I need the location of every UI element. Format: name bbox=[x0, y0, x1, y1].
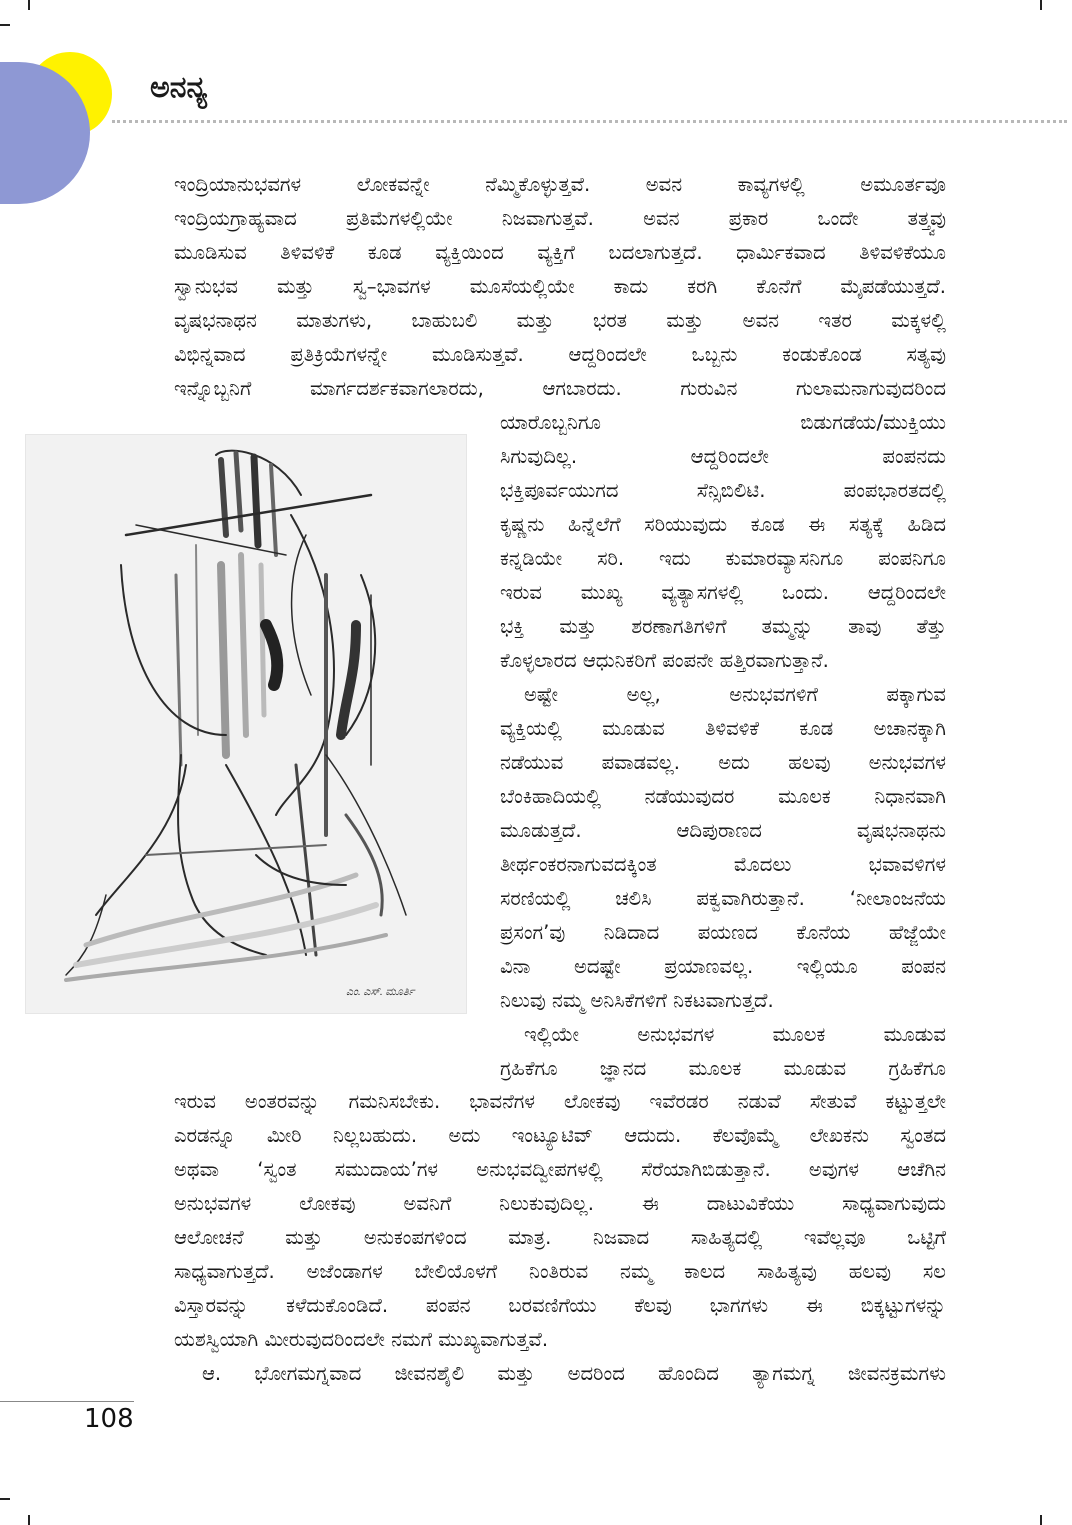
text-line: ಸರಣಿಯಲ್ಲಿ ಚಲಿಸಿ ಪಕ್ವವಾಗಿರುತ್ತಾನೆ. ‘ನೀಲಾಂಜನೆಯ bbox=[500, 887, 946, 910]
text-line: ಇರುವ ಮುಖ್ಯ ವ್ಯತ್ಯಾಸಗಳಲ್ಲಿ ಒಂದು. ಆದ್ದರಿಂದಲೇ bbox=[500, 581, 946, 604]
crop-mark bbox=[0, 24, 10, 26]
text-line: ಅನುಭವಗಳ ಲೋಕವು ಅವನಿಗೆ ನಿಲುಕುವುದಿಲ್ಲ. ಈ ದಾಟುವಿಕೆಯು ಸಾಧ್ಯವಾಗುವುದು bbox=[174, 1192, 946, 1215]
text-line: ವಿಸ್ತಾರವನ್ನು ಕಳೆದುಕೊಂಡಿದೆ. ಪಂಪನ ಬರವಣಿಗೆಯು ಕೆಲವು ಭಾಗಗಳು ಈ ಬಿಕ್ಕಟ್ಟುಗಳನ್ನು bbox=[174, 1294, 946, 1317]
text-line: ನಿಲುವು ನಮ್ಮ ಅನಿಸಿಕೆಗಳಿಗೆ ನಿಕಟವಾಗುತ್ತದೆ. bbox=[500, 989, 774, 1012]
header-dotted-rule bbox=[112, 120, 1067, 123]
text-line: ಬೆಂಕಿಹಾದಿಯಲ್ಲಿ ನಡೆಯುವುದರ ಮೂಲಕ ನಿಧಾನವಾಗಿ bbox=[500, 785, 946, 808]
text-line: ಎರಡನ್ನೂ ಮೀರಿ ನಿಲ್ಲಬಹುದು. ಅದು ಇಂಟ್ಯೂಟಿವ್ ಆದುದು. ಕೆಲವೊಮ್ಮೆ ಲೇಖಕನು ಸ್ವಂತದ bbox=[174, 1124, 946, 1147]
text-line: ಸಾಧ್ಯವಾಗುತ್ತದೆ. ಅಜೆಂಡಾಗಳ ಬೇಲಿಯೊಳಗೆ ನಿಂತಿರುವ ನಮ್ಮ ಕಾಲದ ಸಾಹಿತ್ಯವು ಹಲವು ಸಲ bbox=[174, 1260, 946, 1283]
text-line: ತೀರ್ಥಂಕರನಾಗುವದಕ್ಕಿಂತ ಮೊದಲು ಭವಾವಳಿಗಳ bbox=[500, 853, 946, 876]
page-number: 108 bbox=[84, 1404, 134, 1434]
text-line: ಮೂಡುತ್ತದೆ. ಆದಿಪುರಾಣದ ವೃಷಭನಾಥನು bbox=[500, 819, 946, 842]
text-line: ಇನ್ನೊಬ್ಬನಿಗೆ ಮಾರ್ಗದರ್ಶಕವಾಗಲಾರದು, ಆಗಬಾರದು. ಗುರುವಿನ ಗುಲಾಮನಾಗುವುದರಿಂದ bbox=[174, 377, 946, 400]
paragraph-side bbox=[500, 406, 946, 1086]
text-line: ವೃಷಭನಾಥನ ಮಾತುಗಳು, ಬಾಹುಬಲಿ ಮತ್ತು ಭರತ ಮತ್ತು ಅವನ ಇತರ ಮಕ್ಕಳಲ್ಲಿ bbox=[174, 309, 946, 332]
text-line: ಸ್ವಾನುಭವ ಮತ್ತು ಸ್ವ–ಭಾವಗಳ ಮೂಸೆಯಲ್ಲಿಯೇ ಕಾದು ಕರಗಿ ಕೊನೆಗೆ ಮೈಪಡೆಯುತ್ತದೆ. bbox=[174, 275, 946, 298]
text-line: ಭಕ್ತಿ ಮತ್ತು ಶರಣಾಗತಿಗಳಿಗೆ ತಮ್ಮನ್ನು ತಾವು ತೆತ್ತು bbox=[500, 615, 946, 638]
text-line: ಕೃಷ್ಣನು ಹಿನ್ನೆಲೆಗೆ ಸರಿಯುವುದು ಕೂಡ ಈ ಸತ್ಯಕ್ಕೆ ಹಿಡಿದ bbox=[500, 513, 946, 536]
text-line: ಭಕ್ತಿಪೂರ್ವಯುಗದ ಸೆನ್ಸಿಬಿಲಿಟಿ. ಪಂಪಭಾರತದಲ್ಲಿ bbox=[500, 479, 946, 502]
text-line: ಇರುವ ಅಂತರವನ್ನು ಗಮನಿಸಬೇಕು. ಭಾವನೆಗಳ ಲೋಕವು ಇವೆರಡರ ನಡುವೆ ಸೇತುವೆ ಕಟ್ಟುತ್ತಲೇ bbox=[174, 1090, 946, 1113]
text-line: ಇಲ್ಲಿಯೇ ಅನುಭವಗಳ ಮೂಲಕ ಮೂಡುವ bbox=[524, 1023, 946, 1046]
text-line: ಸಿಗುವುದಿಲ್ಲ. ಆದ್ದರಿಂದಲೇ ಪಂಪನದು bbox=[500, 445, 946, 468]
folio-rule bbox=[0, 1401, 134, 1402]
text-line: ಇಂದ್ರಿಯಗ್ರಾಹ್ಯವಾದ ಪ್ರತಿಮೆಗಳಲ್ಲಿಯೇ ನಿಜವಾಗುತ್ತವೆ. ಅವನ ಪ್ರಕಾರ ಒಂದೇ ತತ್ತ್ವವು bbox=[174, 207, 946, 230]
text-line: ವಿನಾ ಅದಷ್ಟೇ ಪ್ರಯಾಣವಲ್ಲ. ಇಲ್ಲಿಯೂ ಪಂಪನ bbox=[500, 955, 946, 978]
paragraph-top bbox=[174, 168, 946, 406]
text-line: ವ್ಯಕ್ತಿಯಲ್ಲಿ ಮೂಡುವ ತಿಳಿವಳಿಕೆ ಕೂಡ ಅಚಾನಕ್ಕಾಗಿ bbox=[500, 717, 946, 740]
crop-mark bbox=[1040, 0, 1042, 10]
text-line: ಆ. ಭೋಗಮಗ್ನವಾದ ಜೀವನಶೈಲಿ ಮತ್ತು ಅದರಿಂದ ಹೊಂದಿದ ತ್ಯಾಗಮಗ್ನ ಜೀವನಕ್ರಮಗಳು bbox=[202, 1362, 946, 1385]
text-line: ಕೊಳ್ಳಲಾರದ ಆಧುನಿಕರಿಗೆ ಪಂಪನೇ ಹತ್ತಿರವಾಗುತ್ತಾನೆ. bbox=[500, 649, 829, 672]
text-line: ಅಥವಾ ‘ಸ್ವಂತ ಸಮುದಾಯ’ಗಳ ಅನುಭವದ್ವೀಪಗಳಲ್ಲಿ ಸೆರೆಯಾಗಿಬಿಡುತ್ತಾನೆ. ಅವುಗಳ ಆಚೆಗಿನ bbox=[174, 1158, 946, 1181]
illustration-sketch bbox=[25, 434, 467, 1014]
text-line: ಗ್ರಹಿಕೆಗೂ ಜ್ಞಾನದ ಮೂಲಕ ಮೂಡುವ ಗ್ರಹಿಕೆಗೂ bbox=[500, 1057, 946, 1080]
crop-mark bbox=[1040, 1515, 1042, 1525]
text-line: ವಿಭಿನ್ನವಾದ ಪ್ರತಿಕ್ರಿಯೆಗಳನ್ನೇ ಮೂಡಿಸುತ್ತವೆ. ಆದ್ದರಿಂದಲೇ ಒಬ್ಬನು ಕಂಡುಕೊಂಡ ಸತ್ಯವು bbox=[174, 343, 946, 366]
crop-mark bbox=[0, 1498, 10, 1500]
paragraph-bottom bbox=[174, 1085, 946, 1391]
text-line: ನಡೆಯುವ ಪವಾಡವಲ್ಲ. ಅದು ಹಲವು ಅನುಭವಗಳ bbox=[500, 751, 946, 774]
text-line: ಯಶಸ್ವಿಯಾಗಿ ಮೀರುವುದರಿಂದಲೇ ನಮಗೆ ಮುಖ್ಯವಾಗುತ್ತವೆ. bbox=[174, 1328, 549, 1351]
artist-signature: ಎಂ. ಎಸ್. ಮೂರ್ತಿ bbox=[346, 986, 415, 998]
text-line: ಇಂದ್ರಿಯಾನುಭವಗಳ ಲೋಕವನ್ನೇ ನೆಮ್ಮಿಕೊಳ್ಳುತ್ತವೆ. ಅವನ ಕಾವ್ಯಗಳಲ್ಲಿ ಅಮೂರ್ತವೂ bbox=[174, 173, 946, 196]
text-line: ಪ್ರಸಂಗ’ವು ನಿಡಿದಾದ ಪಯಣದ ಕೊನೆಯ ಹೆಜ್ಜೆಯೇ bbox=[500, 921, 946, 944]
text-line: ಕನ್ನಡಿಯೇ ಸರಿ. ಇದು ಕುಮಾರವ್ಯಾಸನಿಗೂ ಪಂಪನಿಗೂ bbox=[500, 547, 946, 570]
line-drawing-svg bbox=[26, 435, 466, 1013]
text-line: ಮೂಡಿಸುವ ತಿಳಿವಳಿಕೆ ಕೂಡ ವ್ಯಕ್ತಿಯಿಂದ ವ್ಯಕ್ತಿಗೆ ಬದಲಾಗುತ್ತದೆ. ಧಾರ್ಮಿಕವಾದ ತಿಳಿವಳಿಕೆಯೂ bbox=[174, 241, 946, 264]
crop-mark bbox=[28, 1515, 30, 1525]
text-line: ಅಷ್ಟೇ ಅಲ್ಲ, ಅನುಭವಗಳಿಗೆ ಪಕ್ಕಾಗುವ bbox=[524, 683, 946, 706]
text-line: ಆಲೋಚನೆ ಮತ್ತು ಅನುಕಂಪಗಳಿಂದ ಮಾತ್ರ. ನಿಜವಾದ ಸಾಹಿತ್ಯದಲ್ಲಿ ಇವೆಲ್ಲವೂ ಒಟ್ಟಿಗೆ bbox=[174, 1226, 946, 1249]
text-line: ಯಾರೊಬ್ಬನಿಗೂ ಬಿಡುಗಡೆಯ/ಮುಕ್ತಿಯು bbox=[500, 411, 946, 434]
running-title: ಅನನ್ಯ bbox=[150, 70, 208, 105]
crop-mark bbox=[28, 0, 30, 10]
